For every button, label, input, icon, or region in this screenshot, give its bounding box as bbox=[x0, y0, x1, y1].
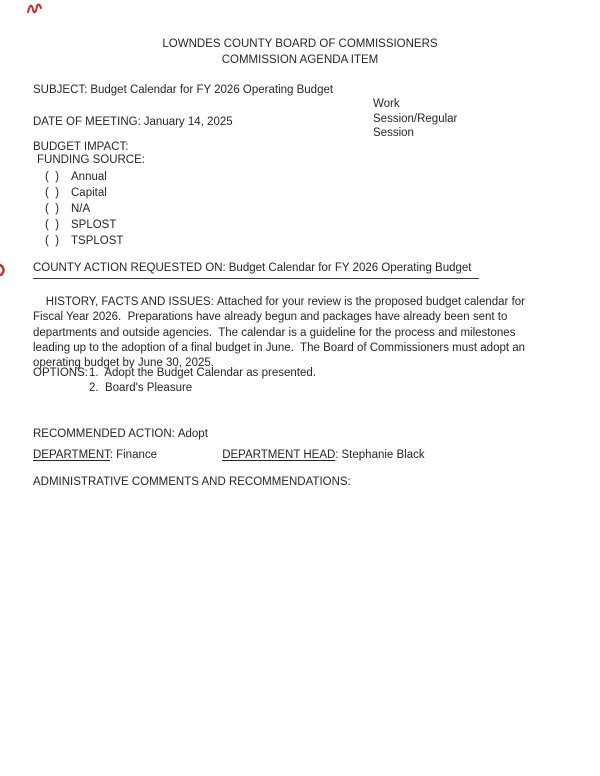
subject-label: SUBJECT: bbox=[33, 84, 88, 96]
session-line: Session/Regular bbox=[373, 112, 458, 125]
header-line-1: LOWNDES COUNTY BOARD OF COMMISSIONERS bbox=[162, 38, 438, 50]
department-value: Finance bbox=[116, 449, 158, 461]
funding-option-na bbox=[45, 202, 123, 218]
budget-impact-label: BUDGET IMPACT: bbox=[33, 141, 129, 153]
checkbox-empty: ( ) bbox=[45, 202, 60, 215]
options-section bbox=[33, 366, 316, 396]
subject-line bbox=[33, 83, 333, 98]
recommended-action-label: RECOMMENDED ACTION: bbox=[33, 428, 175, 440]
checkbox-empty: ( ) bbox=[45, 171, 60, 183]
department-group bbox=[33, 448, 219, 463]
department-label: DEPARTMENT bbox=[33, 449, 110, 461]
recommended-action-line bbox=[33, 427, 208, 442]
history-label: HISTORY, FACTS AND ISSUES: bbox=[45, 296, 214, 309]
department-head-label: DEPARTMENT HEAD bbox=[222, 449, 336, 461]
date-of-meeting-label: DATE OF MEETING: bbox=[33, 116, 141, 128]
red-pen-mark-left-edge bbox=[0, 263, 7, 277]
date-of-meeting-value: January 14, 2025 bbox=[143, 116, 233, 128]
funding-option-label: SPLOST bbox=[71, 218, 117, 231]
checkbox-empty: ( ) bbox=[45, 186, 60, 199]
red-pen-stroke bbox=[0, 265, 4, 275]
department-line bbox=[33, 448, 425, 463]
funding-option-annual bbox=[45, 170, 123, 186]
county-action-value: Budget Calendar for FY 2026 Operating Budget bbox=[228, 262, 472, 274]
date-of-meeting-line bbox=[33, 115, 233, 130]
recommended-action-value: Adopt bbox=[177, 428, 208, 440]
red-pen-stroke bbox=[28, 5, 41, 13]
funding-option-capital bbox=[45, 186, 123, 202]
admin-comments-label: ADMINISTRATIVE COMMENTS AND RECOMMENDATIONS: bbox=[33, 476, 351, 488]
funding-option-splost bbox=[45, 218, 123, 234]
options-items bbox=[89, 366, 316, 396]
red-pen-mark-top-left bbox=[26, 2, 42, 15]
checkbox-empty: ( ) bbox=[45, 218, 60, 231]
funding-option-label: Capital bbox=[71, 186, 107, 199]
option-item-1: 1. Adopt the Budget Calendar as presented. bbox=[89, 367, 316, 379]
funding-option-label: N/A bbox=[71, 202, 91, 215]
header-line-2: COMMISSION AGENDA ITEM bbox=[221, 54, 379, 66]
funding-option-tsplost bbox=[45, 234, 123, 250]
checkbox-empty: ( ) bbox=[45, 234, 60, 247]
department-head-separator: : bbox=[335, 449, 339, 461]
county-action-label: COUNTY ACTION REQUESTED ON: bbox=[33, 262, 226, 274]
session-line: Session bbox=[373, 127, 414, 139]
subject-value: Budget Calendar for FY 2026 Operating Budget bbox=[90, 84, 334, 96]
option-item-2: 2. Board's Pleasure bbox=[89, 382, 193, 395]
department-head-group bbox=[222, 448, 424, 463]
history-text: Attached for your review is the proposed budget calendar for Fiscal Year 2026. Preparations have already begun and packages have already been sent to departments and outside agencies. The calendar is a guideline for the process and milestones leading up to the adoption of a final budget in June. The Board of Commissioners must adopt an operating budget by June 30, 2025. bbox=[33, 296, 529, 370]
county-action-line bbox=[33, 261, 479, 279]
funding-source-label: FUNDING SOURCE: bbox=[37, 154, 145, 166]
session-type-block bbox=[373, 97, 457, 141]
department-head-value: Stephanie Black bbox=[341, 449, 425, 461]
funding-option-label: TSPLOST bbox=[71, 234, 124, 247]
session-line: Work bbox=[373, 98, 400, 110]
department-separator: : bbox=[109, 449, 114, 461]
funding-option-label: Annual bbox=[71, 171, 107, 183]
options-label: OPTIONS: bbox=[33, 367, 88, 379]
document-header bbox=[0, 36, 600, 68]
funding-source-options bbox=[45, 170, 123, 250]
